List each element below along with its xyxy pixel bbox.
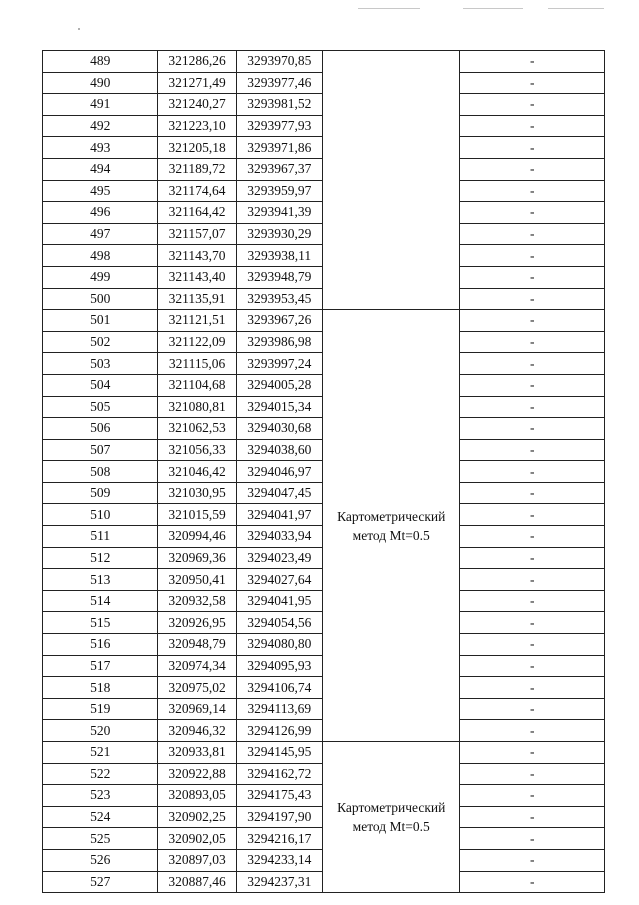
y-coordinate-cell: 3294023,49 [236,547,322,569]
point-number-cell: 520 [43,720,158,742]
y-coordinate-cell: 3293930,29 [236,223,322,245]
point-number-cell: 504 [43,374,158,396]
mark-cell: - [460,504,605,526]
x-coordinate-cell: 321080,81 [158,396,236,418]
x-coordinate-cell: 321062,53 [158,418,236,440]
x-coordinate-cell: 321122,09 [158,331,236,353]
y-coordinate-cell: 3294233,14 [236,849,322,871]
point-number-cell: 521 [43,742,158,764]
scan-artifact-line [463,8,523,9]
mark-cell: - [460,547,605,569]
x-coordinate-cell: 320946,32 [158,720,236,742]
point-number-cell: 509 [43,482,158,504]
x-coordinate-cell: 321143,40 [158,266,236,288]
x-coordinate-cell: 320969,14 [158,698,236,720]
x-coordinate-cell: 320975,02 [158,677,236,699]
y-coordinate-cell: 3294033,94 [236,526,322,548]
mark-cell: - [460,634,605,656]
x-coordinate-cell: 321164,42 [158,202,236,224]
y-coordinate-cell: 3294095,93 [236,655,322,677]
point-number-cell: 495 [43,180,158,202]
method-label-line2: метод Mt=0.5 [352,527,430,543]
mark-cell: - [460,396,605,418]
mark-cell: - [460,482,605,504]
x-coordinate-cell: 321240,27 [158,94,236,116]
y-coordinate-cell: 3294041,97 [236,504,322,526]
mark-cell: - [460,266,605,288]
y-coordinate-cell: 3294175,43 [236,785,322,807]
mark-cell: - [460,94,605,116]
point-number-cell: 512 [43,547,158,569]
y-coordinate-cell: 3293959,97 [236,180,322,202]
y-coordinate-cell: 3294145,95 [236,742,322,764]
mark-cell: - [460,51,605,73]
scan-artifact-line [358,8,420,9]
x-coordinate-cell: 321121,51 [158,310,236,332]
y-coordinate-cell: 3294197,90 [236,806,322,828]
point-number-cell: 505 [43,396,158,418]
mark-cell: - [460,374,605,396]
y-coordinate-cell: 3294047,45 [236,482,322,504]
mark-cell: - [460,526,605,548]
x-coordinate-cell: 320933,81 [158,742,236,764]
y-coordinate-cell: 3294046,97 [236,461,322,483]
method-cell [322,310,459,742]
point-number-cell: 508 [43,461,158,483]
y-coordinate-cell: 3293977,46 [236,72,322,94]
mark-cell: - [460,720,605,742]
y-coordinate-cell: 3294216,17 [236,828,322,850]
coordinates-table [42,50,605,893]
mark-cell: - [460,310,605,332]
mark-cell: - [460,288,605,310]
y-coordinate-cell: 3294126,99 [236,720,322,742]
y-coordinate-cell: 3294005,28 [236,374,322,396]
x-coordinate-cell: 321223,10 [158,115,236,137]
x-coordinate-cell: 320948,79 [158,634,236,656]
x-coordinate-cell: 320926,95 [158,612,236,634]
point-number-cell: 525 [43,828,158,850]
y-coordinate-cell: 3293971,86 [236,137,322,159]
x-coordinate-cell: 321135,91 [158,288,236,310]
mark-cell: - [460,677,605,699]
point-number-cell: 497 [43,223,158,245]
mark-cell: - [460,612,605,634]
x-coordinate-cell: 320902,25 [158,806,236,828]
x-coordinate-cell: 321174,64 [158,180,236,202]
scan-artifact-line [548,8,604,9]
point-number-cell: 499 [43,266,158,288]
x-coordinate-cell: 321030,95 [158,482,236,504]
mark-cell: - [460,245,605,267]
point-number-cell: 490 [43,72,158,94]
y-coordinate-cell: 3293970,85 [236,51,322,73]
mark-cell: - [460,806,605,828]
y-coordinate-cell: 3294038,60 [236,439,322,461]
point-number-cell: 502 [43,331,158,353]
table-row [43,51,605,73]
point-number-cell: 527 [43,871,158,893]
x-coordinate-cell: 321271,49 [158,72,236,94]
point-number-cell: 526 [43,849,158,871]
mark-cell: - [460,202,605,224]
point-number-cell: 491 [43,94,158,116]
y-coordinate-cell: 3293941,39 [236,202,322,224]
x-coordinate-cell: 320897,03 [158,849,236,871]
x-coordinate-cell: 321286,26 [158,51,236,73]
x-coordinate-cell: 321046,42 [158,461,236,483]
point-number-cell: 514 [43,590,158,612]
point-number-cell: 518 [43,677,158,699]
point-number-cell: 511 [43,526,158,548]
method-cell [322,51,459,310]
point-number-cell: 524 [43,806,158,828]
mark-cell: - [460,418,605,440]
mark-cell: - [460,828,605,850]
y-coordinate-cell: 3294162,72 [236,763,322,785]
mark-cell: - [460,180,605,202]
table-row [43,310,605,332]
mark-cell: - [460,742,605,764]
mark-cell: - [460,785,605,807]
point-number-cell: 493 [43,137,158,159]
point-number-cell: 513 [43,569,158,591]
method-label-line1: Картометрический [337,508,446,524]
mark-cell: - [460,871,605,893]
method-label-line1: Картометрический [337,800,446,816]
x-coordinate-cell: 320893,05 [158,785,236,807]
mark-cell: - [460,137,605,159]
x-coordinate-cell: 320922,88 [158,763,236,785]
x-coordinate-cell: 321056,33 [158,439,236,461]
point-number-cell: 498 [43,245,158,267]
x-coordinate-cell: 321189,72 [158,158,236,180]
method-label-line2: метод Mt=0.5 [352,819,430,835]
x-coordinate-cell: 321205,18 [158,137,236,159]
mark-cell: - [460,331,605,353]
point-number-cell: 500 [43,288,158,310]
y-coordinate-cell: 3293938,11 [236,245,322,267]
method-cell [322,742,459,893]
y-coordinate-cell: 3293986,98 [236,331,322,353]
y-coordinate-cell: 3294027,64 [236,569,322,591]
point-number-cell: 523 [43,785,158,807]
y-coordinate-cell: 3293948,79 [236,266,322,288]
x-coordinate-cell: 320969,36 [158,547,236,569]
point-number-cell: 503 [43,353,158,375]
mark-cell: - [460,590,605,612]
point-number-cell: 519 [43,698,158,720]
y-coordinate-cell: 3294015,34 [236,396,322,418]
point-number-cell: 501 [43,310,158,332]
y-coordinate-cell: 3293967,26 [236,310,322,332]
mark-cell: - [460,223,605,245]
table-row [43,742,605,764]
x-coordinate-cell: 321157,07 [158,223,236,245]
y-coordinate-cell: 3294237,31 [236,871,322,893]
x-coordinate-cell: 320932,58 [158,590,236,612]
y-coordinate-cell: 3294080,80 [236,634,322,656]
x-coordinate-cell: 320950,41 [158,569,236,591]
x-coordinate-cell: 321115,06 [158,353,236,375]
y-coordinate-cell: 3293953,45 [236,288,322,310]
mark-cell: - [460,763,605,785]
mark-cell: - [460,115,605,137]
point-number-cell: 517 [43,655,158,677]
scan-speck [78,28,80,30]
point-number-cell: 507 [43,439,158,461]
point-number-cell: 489 [43,51,158,73]
mark-cell: - [460,849,605,871]
y-coordinate-cell: 3294041,95 [236,590,322,612]
point-number-cell: 496 [43,202,158,224]
y-coordinate-cell: 3293967,37 [236,158,322,180]
y-coordinate-cell: 3293981,52 [236,94,322,116]
y-coordinate-cell: 3293977,93 [236,115,322,137]
y-coordinate-cell: 3294030,68 [236,418,322,440]
point-number-cell: 494 [43,158,158,180]
mark-cell: - [460,461,605,483]
x-coordinate-cell: 321104,68 [158,374,236,396]
mark-cell: - [460,439,605,461]
mark-cell: - [460,569,605,591]
y-coordinate-cell: 3294113,69 [236,698,322,720]
y-coordinate-cell: 3294106,74 [236,677,322,699]
x-coordinate-cell: 321143,70 [158,245,236,267]
mark-cell: - [460,353,605,375]
point-number-cell: 516 [43,634,158,656]
point-number-cell: 515 [43,612,158,634]
point-number-cell: 492 [43,115,158,137]
y-coordinate-cell: 3293997,24 [236,353,322,375]
y-coordinate-cell: 3294054,56 [236,612,322,634]
x-coordinate-cell: 320974,34 [158,655,236,677]
point-number-cell: 510 [43,504,158,526]
point-number-cell: 522 [43,763,158,785]
x-coordinate-cell: 320887,46 [158,871,236,893]
x-coordinate-cell: 321015,59 [158,504,236,526]
mark-cell: - [460,72,605,94]
point-number-cell: 506 [43,418,158,440]
mark-cell: - [460,158,605,180]
x-coordinate-cell: 320994,46 [158,526,236,548]
mark-cell: - [460,655,605,677]
x-coordinate-cell: 320902,05 [158,828,236,850]
mark-cell: - [460,698,605,720]
